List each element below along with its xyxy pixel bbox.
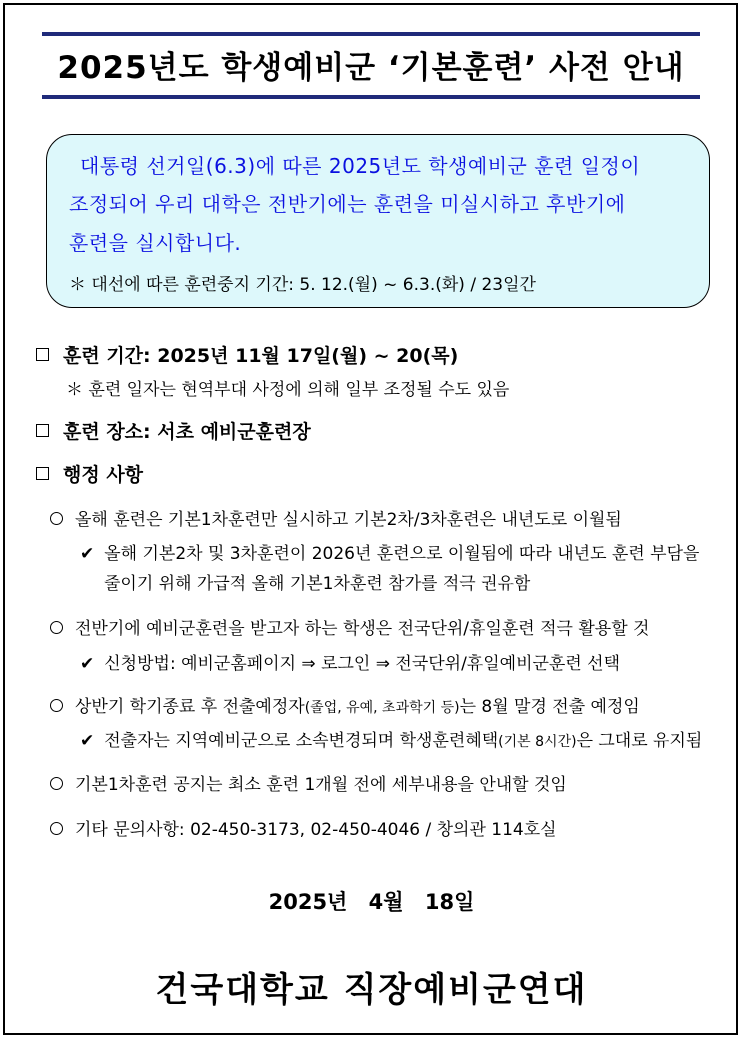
- admin-item-4-text: 기본1차훈련 공지는 최소 훈련 1개월 전에 세부내용을 안내할 것임: [75, 775, 567, 795]
- admin-item-3-text-a: 상반기 학기종료 후 전출예정자: [75, 697, 305, 717]
- notice-line-1: 대통령 선거일(6.3)에 따른 2025년도 학생예비군 훈련 일정이: [80, 154, 641, 178]
- admin-item-3-check-b: 은 그대로 유지됨: [576, 731, 703, 751]
- admin-item-5: [50, 815, 557, 840]
- admin-item-1-check-2: 줄이기 위해 가급적 올해 기본1차훈련 참가를 적극 권유함: [104, 574, 531, 594]
- section-period: [36, 341, 458, 368]
- title-bottom-rule: [42, 95, 700, 99]
- issue-date: 2025년 4월 18일: [268, 890, 475, 914]
- admin-item-2-check-text: 신청방법: 예비군홈페이지 ⇒ 로그인 ⇒ 전국단위/휴일예비군훈련 선택: [104, 654, 621, 674]
- circle-bullet-icon: [50, 777, 63, 790]
- document-title: 2025년도 학생예비군 ‘기본훈련’ 사전 안내: [57, 50, 685, 86]
- notice-line-3: 훈련을 실시합니다.: [69, 231, 242, 255]
- square-bullet-icon: [36, 424, 49, 437]
- admin-item-5-text: 기타 문의사항: 02-450-3173, 02-450-4046 / 창의관 114호실: [75, 820, 557, 840]
- notice-box: [46, 134, 710, 308]
- checkmark-icon: ✔: [80, 544, 95, 564]
- admin-item-1: [50, 505, 622, 530]
- notice-line-2: 조정되어 우리 대학은 전반기에는 훈련을 미실시하고 후반기에: [69, 192, 626, 216]
- admin-item-3-text-b: 는 8월 말경 전출 예정임: [459, 697, 640, 717]
- admin-item-2: [50, 614, 649, 639]
- admin-item-3-check: [80, 726, 702, 751]
- admin-item-1-text: 올해 훈련은 기본1차훈련만 실시하고 기본2차/3차훈련은 내년도로 이월됨: [75, 510, 622, 530]
- admin-item-3-check-a: 전출자는 지역예비군으로 소속변경되며 학생훈련혜택: [104, 731, 499, 751]
- section-admin: [36, 460, 143, 487]
- checkmark-icon: ✔: [80, 731, 95, 751]
- admin-item-2-text: 전반기에 예비군훈련을 받고자 하는 학생은 전국단위/휴일훈련 적극 활용할 것: [75, 619, 650, 639]
- square-bullet-icon: [36, 348, 49, 361]
- admin-item-1-check-1: [80, 539, 699, 564]
- section-place-heading: 훈련 장소: 서초 예비군훈련장: [63, 421, 311, 443]
- circle-bullet-icon: [50, 512, 63, 525]
- circle-bullet-icon: [50, 621, 63, 634]
- section-period-note: ＊ 훈련 일자는 현역부대 사정에 의해 일부 조정될 수도 있음: [66, 380, 510, 400]
- admin-item-4: [50, 770, 567, 795]
- title-top-rule: [42, 32, 700, 36]
- section-place: [36, 417, 311, 444]
- square-bullet-icon: [36, 467, 49, 480]
- circle-bullet-icon: [50, 822, 63, 835]
- admin-item-3-check-small: (기본 8시간): [498, 734, 577, 750]
- admin-item-3-text-small: (졸업, 유예, 초과학기 등): [304, 700, 460, 716]
- admin-item-2-check: [80, 649, 620, 674]
- admin-item-3: [50, 692, 640, 717]
- section-admin-heading: 행정 사항: [63, 464, 144, 486]
- admin-item-1-check-1-text: 올해 기본2차 및 3차훈련이 2026년 훈련으로 이월됨에 따라 내년도 훈련 부담을: [104, 544, 700, 564]
- notice-note: ＊ 대선에 따른 훈련중지 기간: 5. 12.(월) ~ 6.3.(화) / 23일간: [69, 275, 536, 295]
- section-period-heading: 훈련 기간: 2025년 11월 17일(월) ~ 20(목): [63, 345, 459, 367]
- organization-name: 건국대학교 직장예비군연대: [155, 970, 588, 1010]
- circle-bullet-icon: [50, 699, 63, 712]
- checkmark-icon: ✔: [80, 654, 95, 674]
